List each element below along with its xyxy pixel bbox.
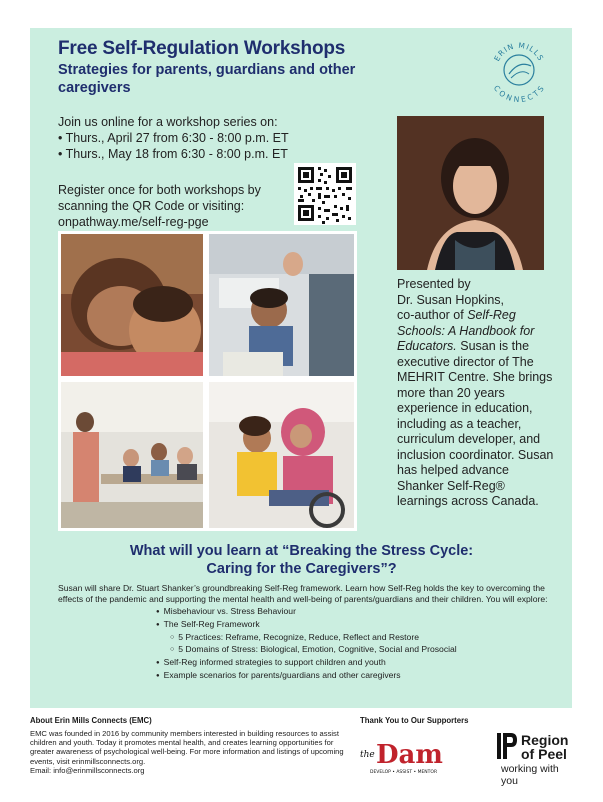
workshop-date-2: • Thurs., May 18 from 6:30 - 8:00 p.m. ET <box>58 147 288 161</box>
logo-text-top: ERIN MILLS <box>492 40 546 63</box>
photo-caregiver-child <box>209 382 354 528</box>
page-title: Free Self-Regulation Workshops <box>58 38 346 59</box>
presenter-bio <box>397 277 557 510</box>
list-item: ● Example scenarios for parents/guardians and other caregivers <box>156 670 558 683</box>
the-dam-logo <box>360 735 450 777</box>
svg-text:ERIN MILLS <box>492 41 545 63</box>
intro-block <box>58 114 388 162</box>
about-heading: About Erin Mills Connects (EMC) <box>30 716 152 725</box>
peel-mark-icon <box>497 733 517 759</box>
peel-line-2: of Peel <box>521 746 567 762</box>
peel-line-1: Region <box>521 732 569 748</box>
workshop-description <box>58 583 558 683</box>
logo-text-bottom: CONNECTS <box>491 83 547 102</box>
bio-book-title: Self-Reg Schools: A Handbook for Educators. <box>397 308 535 353</box>
register-block <box>58 182 286 230</box>
register-url[interactable]: onpathway.me/self-reg-pge <box>58 215 209 229</box>
erin-mills-connects-logo <box>487 38 551 102</box>
photo-classroom <box>61 382 203 528</box>
list-item: ● Misbehaviour vs. Stress Behaviour <box>156 606 558 619</box>
bio-text: co-author of Self-Reg Schools: A Handbook for Educators. Susan is the executive director of The MEHRIT Centre. She brings more than 20 years experience in education, including as a teacher, curriculum developer, and inclusion coordinator. Susan has helped advance Shanker Self-Reg® learnings across Canada. <box>397 308 554 508</box>
photo-collage <box>58 231 357 531</box>
bio-presented-by: Presented by <box>397 277 471 291</box>
peel-tagline: working with you <box>501 763 559 787</box>
supporters-heading: Thank You to Our Supporters <box>360 716 469 725</box>
svg-text:the: the <box>360 750 375 760</box>
qr-code[interactable] <box>294 163 356 225</box>
list-item: ○ 5 Practices: Reframe, Recognize, Reduce, Reflect and Restore <box>170 632 558 644</box>
topics-list <box>58 606 558 684</box>
workshop-date-1: • Thurs., April 27 from 6:30 - 8:00 p.m. ET <box>58 131 289 145</box>
photo-parent-child <box>61 234 203 376</box>
list-item: ● The Self-Reg Framework ○ 5 Practices: Reframe, Recognize, Reduce, Reflect and Restore ○ 5 Domains of Stress: Biological, Emotion, Cognitive, Social and Prosocial <box>156 619 558 657</box>
contact-email[interactable]: Email: info@erinmillsconnects.org <box>30 765 145 775</box>
page-subtitle: Strategies for parents, guardians and other caregivers <box>58 62 356 96</box>
bio-name: Dr. Susan Hopkins, <box>397 292 504 307</box>
photo-high-five <box>209 234 354 376</box>
list-item: ○ 5 Domains of Stress: Biological, Emotion, Cognitive, Social and Prosocial <box>170 644 558 656</box>
presenter-photo <box>397 116 544 270</box>
list-item: ● Self-Reg informed strategies to support children and youth <box>156 657 558 670</box>
intro-lead: Join us online for a workshop series on: <box>58 115 278 129</box>
dam-tagline: DEVELOP • ASSIST • MENTOR <box>370 770 438 775</box>
register-line-1: Register once for both workshops by <box>58 183 261 197</box>
region-of-peel-logo <box>497 732 577 787</box>
about-text: EMC was founded in 2016 by community members interested in building resources to assist children and youth. Today it promotes mental health, and creates learning opportunities for greater awareness of psychological well-being. For more information and listings of upcoming events, visit erinmillsconnects.org. Email: info@erinmillsconnects.org <box>30 729 344 775</box>
learn-question: What will you learn at “Breaking the Stress Cycle: Caring for the Caregivers”? <box>129 543 474 577</box>
svg-text:Dam: Dam <box>376 740 443 770</box>
register-line-2: scanning the QR Code or visiting: <box>58 199 245 213</box>
svg-text:CONNECTS <box>492 84 547 102</box>
description-paragraph: Susan will share Dr. Stuart Shanker’s groundbreaking Self-Reg framework. Learn how Self-Reg holds the key to overcoming the effects of the pandemic and supporting the mental health and well-being of parents/guardians and their children. You will explore: <box>58 583 548 605</box>
